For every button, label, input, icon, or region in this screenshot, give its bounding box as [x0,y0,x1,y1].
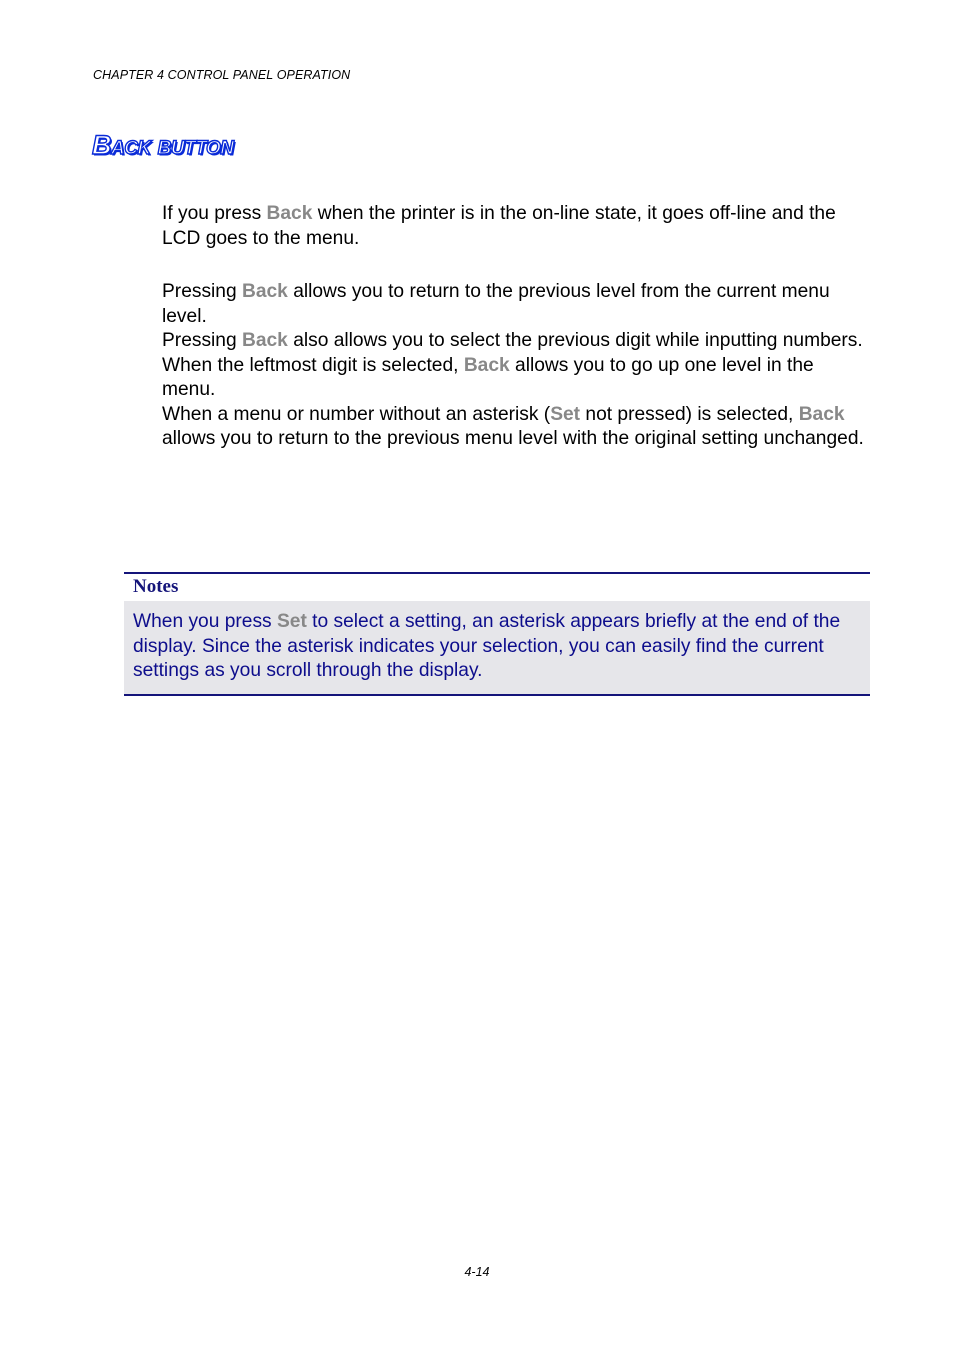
set-key-label: Set [550,403,581,425]
text-run: to select a setting, an asterisk appears briefly at the end of the display. Since the asterisk indicates your selection, you can easily find the current settings as you scroll through the display. [133,611,841,681]
text-run: Pressing [162,281,242,302]
notes-title: Notes [124,574,870,601]
intro-paragraph [162,202,867,251]
back-key-label: Back [463,354,510,376]
text-run: when the printer is in the on-line state, it goes off-line and the LCD goes to the menu. [162,203,836,249]
notes-box [124,572,870,696]
paragraph-leftmost-digit [162,354,867,403]
back-key-label: Back [798,403,845,425]
text-run: When a menu or number without an asterisk ( [162,403,551,425]
notes-body [124,601,870,694]
text-run: allows you to go up one level in the menu. [162,354,814,400]
paragraph-previous-level [162,280,867,329]
text-run: Pressing [162,330,242,351]
page-number: 4-14 [464,1265,490,1279]
text-run: allows you to return to the previous level from the current menu level. [162,281,830,327]
back-key-label: Back [241,330,288,351]
back-key-label: Back [266,203,313,224]
paragraph-previous-digit [162,329,867,354]
text-run: If you press [162,203,267,224]
text-run: allows you to return to the previous menu level with the original setting unchanged. [162,428,864,449]
text-run: also allows you to select the previous digit while inputting numbers. [287,330,863,351]
paragraph-online-state [162,202,867,251]
text-run: When you press [133,611,277,632]
paragraph-no-asterisk [162,403,867,452]
text-run: not pressed) is selected, [580,403,799,425]
running-header: CHAPTER 4 CONTROL PANEL OPERATION [93,68,351,82]
set-key-label: Set [276,611,307,632]
text-run: When the leftmost digit is selected, [162,354,464,376]
section-title: Back button [92,130,234,160]
back-key-label: Back [241,281,288,302]
back-behavior-paragraph [162,280,867,452]
